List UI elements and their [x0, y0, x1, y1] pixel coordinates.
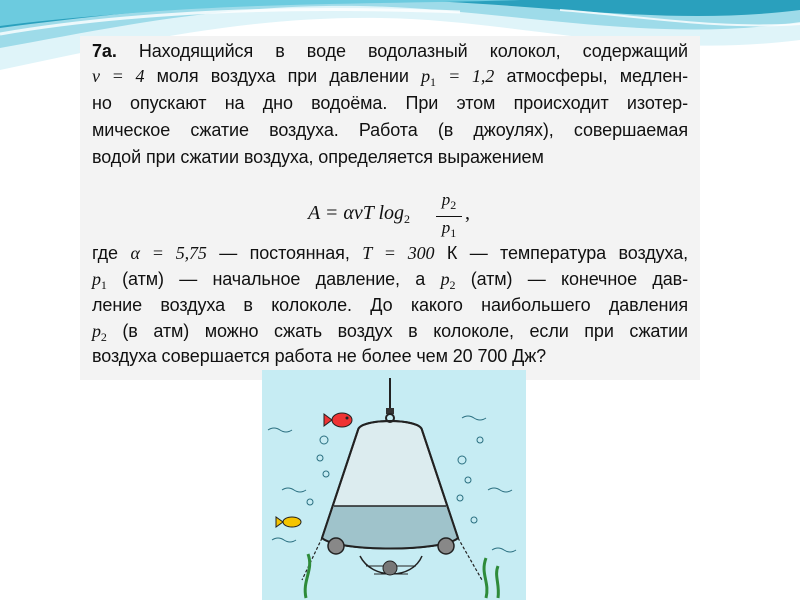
red-fish-icon: [324, 413, 352, 427]
p1-symbol-2: $p_1$: [92, 269, 107, 292]
problem-line-6: где α = 5,75 — постоянная, T = 300 К — температура воздуха,: [92, 243, 689, 263]
problem-line-2: [92, 65, 688, 93]
problem-line-10: воздуха совершается работа не более чем 20 700 Дж?: [92, 346, 547, 366]
p1-symbol: $p_1$: [421, 66, 436, 89]
p2-symbol-2: $p_2$: [92, 321, 107, 344]
problem-line-9: $p_2$ (в атм) можно сжать воздух в колоколе, если при сжатии: [92, 321, 688, 344]
problem-line-7: $p_1$ (атм) — начальное давление, а $p_2$ (атм) — конечное дав-: [92, 269, 689, 292]
problem-text-2b: атмосферы, медлен-: [506, 66, 688, 86]
problem-card: [80, 36, 700, 380]
diving-bell-illustration: [262, 370, 526, 600]
problem-number: 7а.: [92, 41, 117, 61]
p2-symbol: $p_2$: [440, 269, 456, 292]
nu-expression: ν = 4: [92, 66, 145, 86]
temperature-value: T = 300: [362, 243, 435, 263]
formula-denominator: $p_1$: [441, 218, 457, 240]
formula-fraction: [436, 190, 462, 243]
problem-line-4: мическое сжатие воздуха. Работа (в джоулях), совершаемая: [92, 120, 688, 140]
problem-line-1: [92, 40, 688, 62]
diving-bell-drawing: [262, 370, 526, 600]
problem-text-2: моля воздуха при давлении: [156, 66, 409, 86]
p1-value: = 1,2: [448, 66, 495, 86]
work-formula: [80, 186, 700, 242]
problem-line-5: водой при сжатии воздуха, определяется выражением: [92, 147, 544, 167]
problem-line-8: ление воздуха в колоколе. До какого наибольшего давления: [92, 295, 688, 315]
yellow-fish-icon: [276, 517, 301, 527]
problem-line-3: но опускают на дно водоёма. При этом происходит изотер-: [92, 93, 688, 113]
formula-numerator: $p_2$: [441, 190, 457, 212]
seaweed-icon: [305, 554, 498, 598]
formula-comma: ,: [465, 202, 470, 224]
alpha-value: α = 5,75: [130, 243, 207, 263]
formula-lhs: A = ανT $\log_2$: [308, 202, 411, 226]
problem-text-1: Находящийся в воде водолазный колокол, содержащий: [138, 41, 688, 61]
